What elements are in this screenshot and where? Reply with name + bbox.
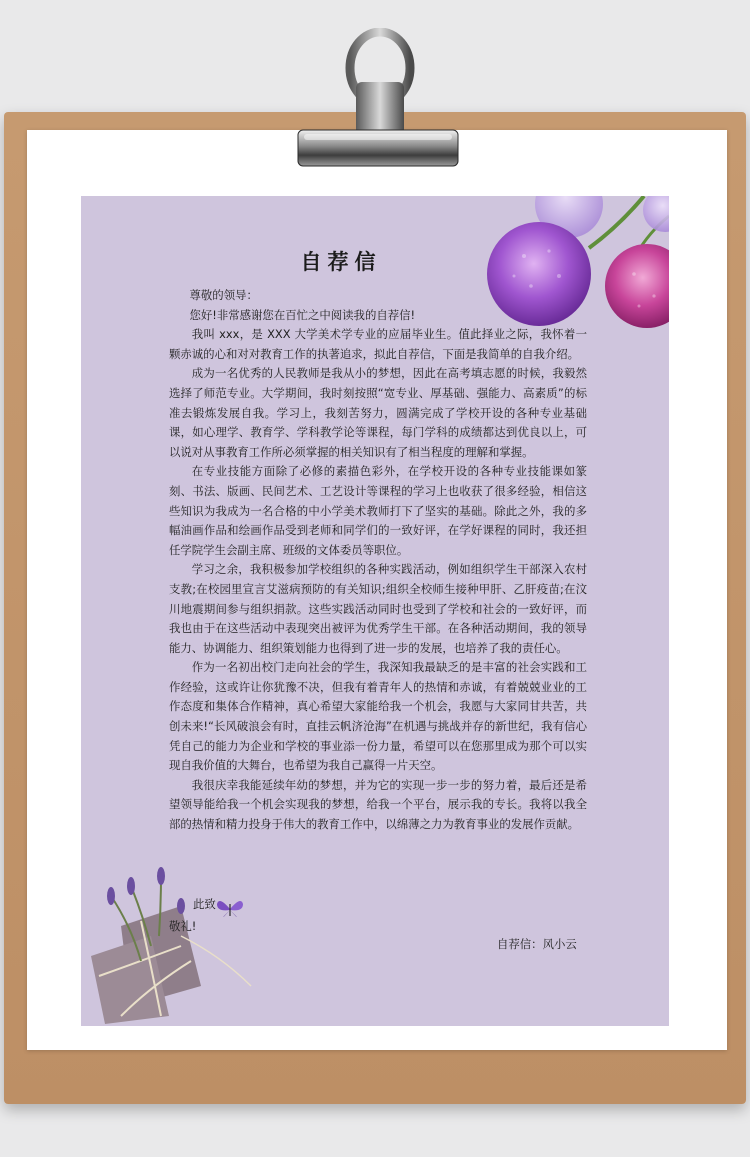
paragraph: 我叫 xxx，是 XXX 大学美术学专业的应届毕业生。值此择业之际，我怀着一颗赤诚的心和对对教育工作的执著追求，拟此自荐信，下面是我简单的自我介绍。 <box>169 327 587 361</box>
respect: 敬礼! <box>169 919 197 933</box>
paragraph: 作为一名初出校门走向社会的学生，我深知我最缺乏的是丰富的社会实践和工作经验，这或许让你犹豫不决，但我有着青年人的热情和赤诚，有着兢兢业业的工作态度和集体合作精神，真心希望大家能给我一个机会，我愿与大家同甘共苦，共创未来!“长风破浪会有时，直挂云帆济沧海”在机遇与挑战并存的新世纪，我有信心凭自己的能力为企业和学校的事业添一份力量，希望可以在您那里成为那个可以实现自我价值的大舞台，也希望为我自己赢得一片天空。 <box>169 660 587 773</box>
letter-page <box>81 196 669 1026</box>
paragraph: 在专业技能方面除了必修的素描色彩外，在学校开设的各种专业技能课如篆刻、书法、版画、民间艺术、工艺设计等课程的学习上也收获了很多经验，相信这些知识为我成为一名合格的中小学美术教师打下了坚实的基础。除此之外，我的多幅油画作品和绘画作品受到老师和同学们的一致好评，在学好课程的同时，我还担任学院学生会副主席、班级的文体委员等职位。 <box>169 464 587 557</box>
letter-title: 自荐信 <box>300 249 382 274</box>
butterfly-icon <box>215 896 245 922</box>
paragraph: 成为一名优秀的人民教师是我从小的梦想，因此在高考填志愿的时候，我毅然选择了师范专业。大学期间，我时刻按照“宽专业、厚基础、强能力、高素质”的标准去锻炼发展自我。学习上，我刻苦努力，圆满完成了学校开设的各种专业基础课，如心理学、教育学、学科教学论等课程，每门学科的成绩都达到优良以上，可以说对从事教育工作所必须掌握的相关知识有了相当程度的理解和掌握。 <box>169 366 587 459</box>
paragraph: 您好!非常感谢您在百忙之中阅读我的自荐信! <box>189 307 416 322</box>
closing: 此致 <box>193 897 216 911</box>
paragraph: 我很庆幸我能延续年幼的梦想，并为它的实现一步一步的努力着，最后还是希望领导能给我一个机会实现我的梦想，给我一个平台，展示我的专长。我将以我全部的热情和精力投身于伟大的教育工作中，以绵薄之力为教育事业的发展作贡献。 <box>169 777 587 832</box>
lavender-gift-icon <box>81 866 256 1026</box>
salutation: 尊敬的领导： <box>189 288 258 302</box>
binder-clip-icon <box>296 28 460 170</box>
letter-body <box>169 286 587 835</box>
paragraph: 学习之余，我积极参加学校组织的各种实践活动，例如组织学生干部深入农村支教;在校园里宣言艾滋病预防的有关知识;组织全校师生接种甲肝、乙肝疫苗;在汶川地震期间参与组织捐款。这些实践活动同时也受到了学校和社会的一致好评，而我也由于在这些活动中表现突出被评为优秀学生干部。在各种活动期间，我的领导能力、协调能力、组织策划能力也得到了进一步的发展，也培养了我的责任心。 <box>169 562 587 655</box>
signature: 自荐信：风小云 <box>497 937 577 951</box>
